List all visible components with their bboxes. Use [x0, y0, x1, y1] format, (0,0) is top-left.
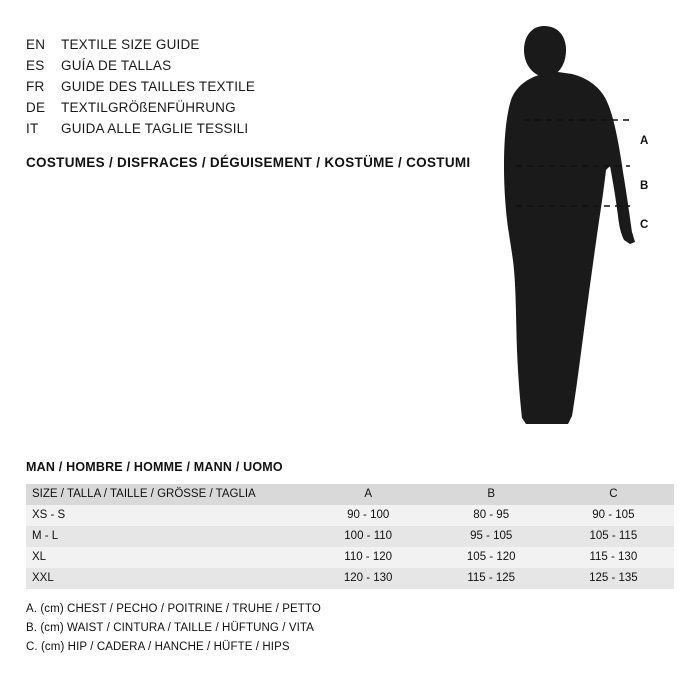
cell-c: 125 - 135 [553, 568, 674, 589]
language-code: EN [26, 37, 46, 52]
cell-b: 105 - 120 [430, 547, 553, 568]
language-list [26, 34, 466, 139]
cell-c: 105 - 115 [553, 526, 674, 547]
table-title: MAN / HOMBRE / HOMME / MANN / UOMO [26, 460, 283, 474]
language-text: GUIDE DES TAILLES TEXTILE [61, 79, 256, 94]
language-row [26, 55, 466, 76]
cell-size: XS - S [26, 505, 307, 526]
cell-size: XL [26, 547, 307, 568]
column-header-a: A [307, 484, 430, 505]
column-header-b: B [430, 484, 553, 505]
language-code: IT [26, 121, 39, 136]
table-header [26, 484, 674, 505]
cell-size: M - L [26, 526, 307, 547]
category-line: COSTUMES / DISFRACES / DÉGUISEMENT / KOSTÜME / COSTUMI [26, 155, 471, 170]
body-figure [480, 20, 680, 440]
language-text: TEXTILE SIZE GUIDE [61, 37, 200, 52]
language-row [26, 118, 466, 139]
cell-b: 95 - 105 [430, 526, 553, 547]
note-c: C. (cm) HIP / CADERA / HANCHE / HÜFTE / HIPS [26, 641, 290, 653]
table-row [26, 526, 674, 547]
language-row [26, 76, 466, 97]
column-header-c: C [553, 484, 674, 505]
language-code: ES [26, 58, 45, 73]
cell-a: 90 - 100 [307, 505, 430, 526]
language-code: FR [26, 79, 45, 94]
language-text: TEXTILGRÖßENFÜHRUNG [61, 100, 236, 115]
cell-a: 120 - 130 [307, 568, 430, 589]
cell-size: XXL [26, 568, 307, 589]
cell-a: 110 - 120 [307, 547, 430, 568]
measure-label-b: B [640, 180, 649, 192]
measure-label-a: A [640, 135, 649, 147]
measure-label-c: C [640, 219, 649, 231]
language-row [26, 97, 466, 118]
table-header-row [26, 484, 674, 505]
note-a: A. (cm) CHEST / PECHO / POITRINE / TRUHE / PETTO [26, 603, 321, 615]
table-row [26, 568, 674, 589]
language-text: GUÍA DE TALLAS [61, 58, 172, 73]
cell-c: 115 - 130 [553, 547, 674, 568]
language-code: DE [26, 100, 46, 115]
language-row [26, 34, 466, 55]
column-header-size: SIZE / TALLA / TAILLE / GRÖSSE / TAGLIA [26, 484, 307, 505]
language-text: GUIDA ALLE TAGLIE TESSILI [61, 121, 249, 136]
cell-b: 80 - 95 [430, 505, 553, 526]
measurement-notes [26, 600, 586, 657]
cell-c: 90 - 105 [553, 505, 674, 526]
male-silhouette-icon [480, 20, 680, 440]
cell-a: 100 - 110 [307, 526, 430, 547]
cell-b: 115 - 125 [430, 568, 553, 589]
size-table [26, 484, 674, 589]
table-row [26, 505, 674, 526]
table-row [26, 547, 674, 568]
note-b: B. (cm) WAIST / CINTURA / TAILLE / HÜFTUNG / VITA [26, 622, 314, 634]
table-body [26, 505, 674, 589]
